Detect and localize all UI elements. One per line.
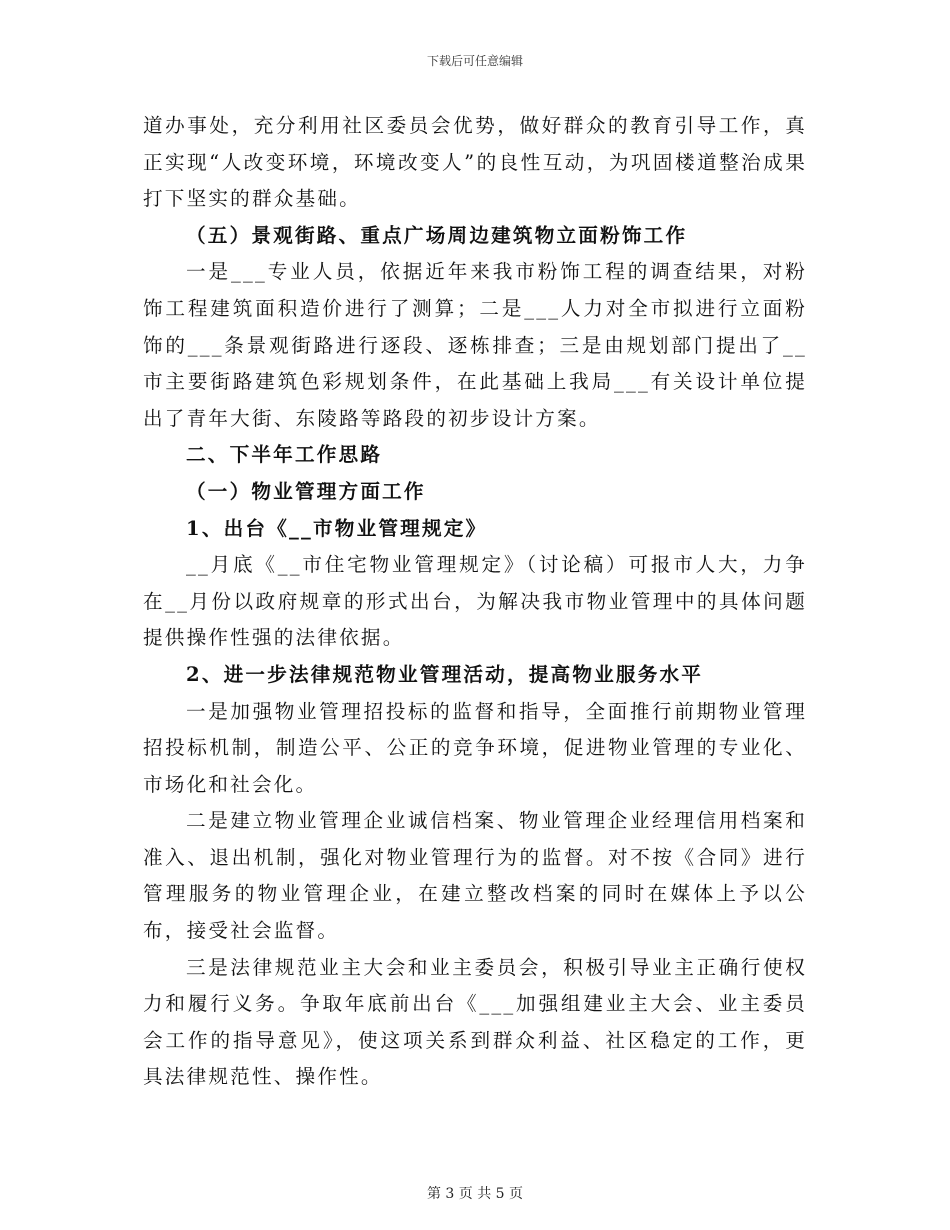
paragraph-point-1: 一是加强物业管理招投标的监督和指导，全面推行前期物业管理招投标机制，制造公平、公正的竞争环境，促进物业管理的专业化、市场化和社会化。 [143, 699, 807, 796]
page-header: 下载后可任意编辑 [426, 54, 523, 68]
page-footer: 第 3 页 共 5 页 [426, 1186, 524, 1202]
paragraph-regulation: __月底《__市住宅物业管理规定》（讨论稿）可报市人大，力争在__月份以政府规章的形式出台，为解决我市物业管理中的具体问题提供操作性强的法律依据。 [143, 553, 807, 650]
paragraph-point-3: 三是法律规范业主大会和业主委员会，积极引导业主正确行使权力和履行义务。争取年底前出台《___加强组建业主大会、业主委员会工作的指导意见》，使这项关系到群众利益、社区稳定的工作，更具法律规范性、操作性。 [143, 955, 807, 1089]
section-heading-5: （五）景观街路、重点广场周边建筑物立面粉饰工作 [186, 223, 688, 247]
subheading-1: 1、出台《__市物业管理规定》 [186, 516, 488, 540]
paragraph-continued: 道办事处，充分利用社区委员会优势，做好群众的教育引导工作，真正实现“人改变环境，环境改变人”的良性互动，为巩固楼道整治成果打下坚实的群众基础。 [143, 114, 807, 211]
chapter-heading-2: 二、下半年工作思路 [186, 443, 383, 467]
paragraph-facade-work: 一是___专业人员，依据近年来我市粉饰工程的调查结果，对粉饰工程建筑面积造价进行了测算；二是___人力对全市拟进行立面粉饰的___条景观街路进行逐段、逐栋排查；三是由规划部门提出了__市主要街路建筑色彩规划条件，在此基础上我局___有关设计单位提出了青年大街、东陵路等路段的初步设计方案。 [143, 260, 807, 430]
paragraph-point-2: 二是建立物业管理企业诚信档案、物业管理企业经理信用档案和准入、退出机制，强化对物业管理行为的监督。对不按《合同》进行管理服务的物业管理企业，在建立整改档案的同时在媒体上予以公布，接受社会监督。 [143, 809, 807, 943]
section-heading-1: （一）物业管理方面工作 [186, 479, 426, 503]
document-body [143, 108, 807, 1096]
subheading-2: 2、进一步法律规范物业管理活动，提高物业服务水平 [186, 662, 704, 686]
